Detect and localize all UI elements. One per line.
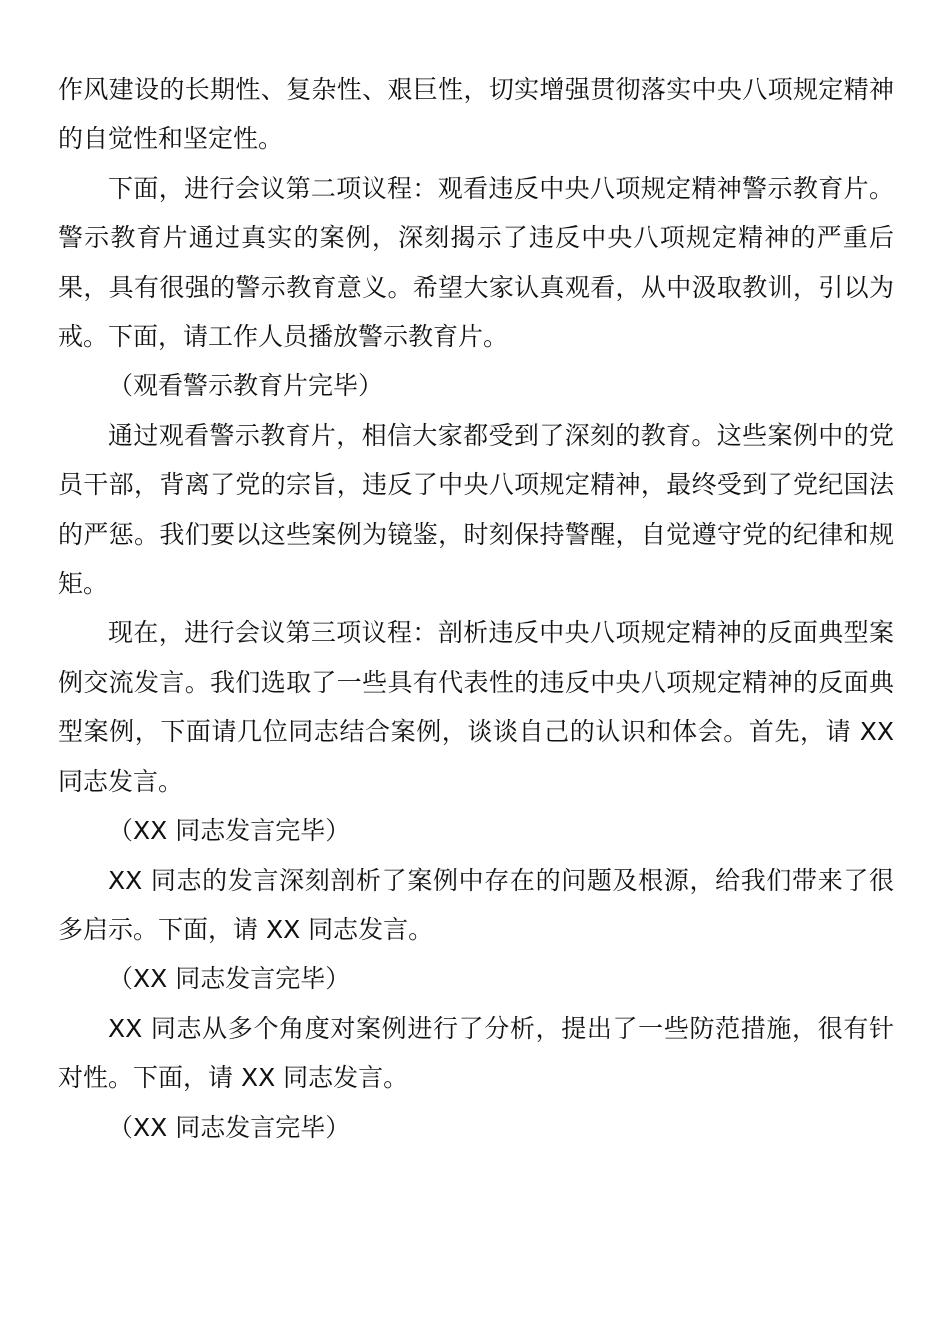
paragraph-agenda-item-two: 下面，进行会议第二项议程：观看违反中央八项规定精神警示教育片。警示教育片通过真实的案例，深刻揭示了违反中央八项规定精神的严重后果，具有很强的警示教育意义。希望大家认真观看，从中汲取教训，引以为戒。下面，请工作人员播放警示教育片。	[58, 173, 894, 352]
paragraph-after-video: 通过观看警示教育片，相信大家都受到了深刻的教育。这些案例中的党员干部，背离了党的宗旨，违反了中央八项规定精神，最终受到了党纪国法的严惩。我们要以这些案例为镜鉴，时刻保持警醒，自觉遵守党的纪律和规矩。	[58, 420, 894, 599]
paragraph-agenda-item-three: 现在，进行会议第三项议程：剖析违反中央八项规定精神的反面典型案例交流发言。我们选取了一些具有代表性的违反中央八项规定精神的反面典型案例，下面请几位同志结合案例，谈谈自己的认识和体会。首先，请 XX 同志发言。	[58, 618, 894, 796]
paragraph-continuation: 作风建设的长期性、复杂性、艰巨性，切实增强贯彻落实中央八项规定精神的自觉性和坚定性。	[58, 75, 894, 154]
stage-note-speech-finished-1: （XX 同志发言完毕）	[108, 816, 351, 846]
stage-note-speech-finished-3: （XX 同志发言完毕）	[108, 1112, 351, 1142]
stage-note-video-finished: （观看警示教育片完毕）	[108, 371, 384, 401]
paragraph-speech-comment-2: XX 同志从多个角度对案例进行了分析，提出了一些防范措施，很有针对性。下面，请 XX 同志发言。	[58, 1013, 894, 1093]
stage-note-speech-finished-2: （XX 同志发言完毕）	[108, 964, 351, 994]
paragraph-speech-comment-1: XX 同志的发言深刻剖析了案例中存在的问题及根源，给我们带来了很多启示。下面，请 XX 同志发言。	[58, 865, 894, 944]
document-page	[58, 65, 894, 1152]
